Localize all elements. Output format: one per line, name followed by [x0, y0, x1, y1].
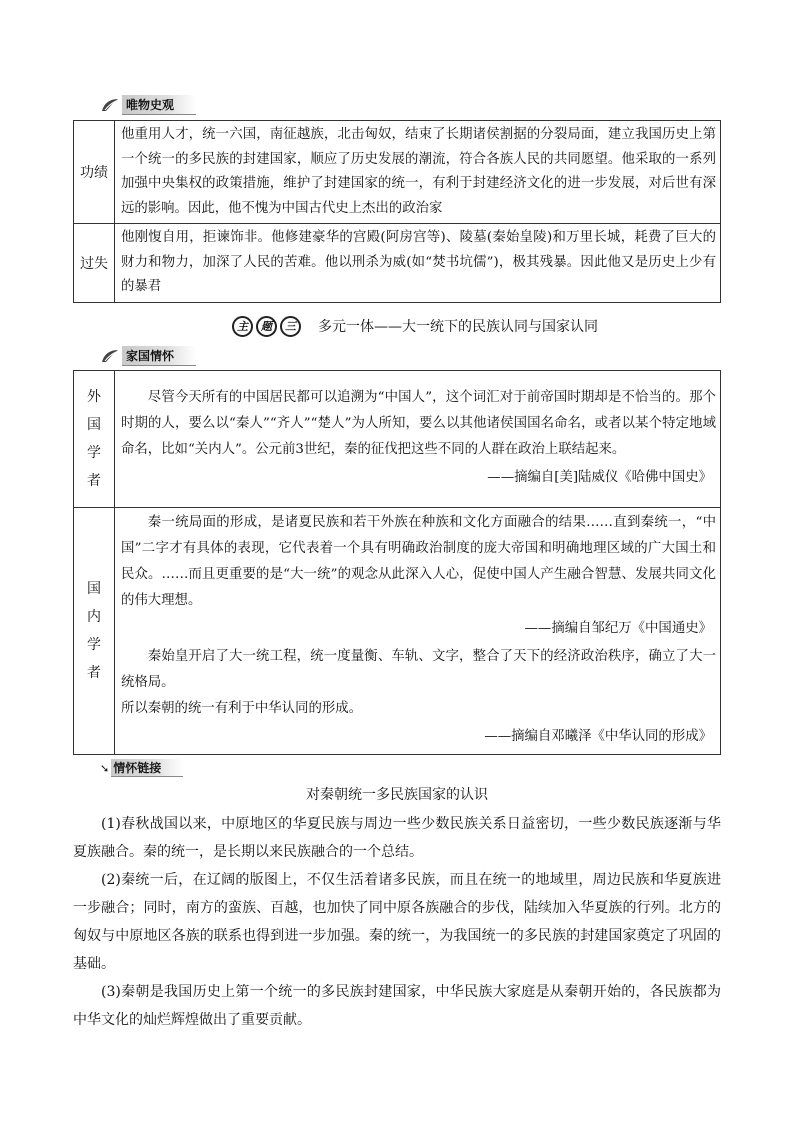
arrow-icon: ➘ [100, 761, 110, 775]
head-char: 内 [87, 609, 101, 625]
head-char: 学 [87, 637, 101, 653]
theme-badge [232, 316, 304, 337]
link-paragraphs [73, 810, 721, 1034]
section-tag-label: 唯物史观 [122, 95, 196, 115]
row-head-foreign [74, 371, 115, 508]
quote-text: 秦一统局面的形成，是诸夏民族和若干外族在种族和文化方面融合的结果……直到秦统一，“中国”二字才有具体的表现，它代表着一个具有明确政治制度的庞大帝国和明确地理区域的广大国土和民众。……而且更重要的是“大一统”的观念从此深入人心，促使中国人产生融合智慧、发展共同文化的伟大理想。 [121, 515, 716, 608]
foreign-quote [115, 371, 721, 508]
row-head-faults: 过失 [74, 224, 115, 303]
quote-text: 秦始皇开启了大一统工程，统一度量衡、车轨、文字，整合了天下的经济政治秩序，确立了大一统格局。 [121, 649, 716, 690]
quote-source: ——摘编自邓曦泽《中华认同的形成》 [484, 729, 712, 744]
section-tag-patriotism [100, 346, 196, 366]
theme-heading [232, 314, 598, 338]
paragraph: (3)秦朝是我国历史上第一个统一的多民族封建国家，中华民族大家庭是从秦朝开始的，各民族都为中华文化的灿烂辉煌做出了重要贡献。 [73, 984, 721, 1028]
link-tag-label: 情怀链接 [111, 759, 183, 777]
theme-title: 多元一体——大一统下的民族认同与国家认同 [318, 319, 598, 335]
badge-char: 题 [256, 316, 277, 337]
table-row-merits [74, 121, 721, 224]
head-char: 者 [87, 473, 101, 489]
scholars-table [73, 370, 721, 755]
leaf-icon [100, 348, 120, 364]
badge-char: 三 [280, 316, 301, 337]
link-tag [100, 759, 183, 777]
table-row-domestic [74, 508, 721, 755]
paragraph: (2)秦统一后，在辽阔的版图上，不仅生活着诸多民族，而且在统一的地域里，周边民族和华夏族进一步融合；同时，南方的蛮族、百越，也加快了同中原各族融合的步伐，陆续加入华夏族的行列。北方的匈奴与中原地区各族的联系也得到进一步加强。秦的统一，为我国统一的多民族的封建国家奠定了巩固的基础。 [73, 872, 721, 972]
quote-source: ——摘编自[美]陆威仪《哈佛中国史》 [487, 470, 712, 485]
head-char: 外 [87, 389, 101, 405]
head-char: 国 [87, 581, 101, 597]
row-head-merits: 功绩 [74, 121, 115, 224]
quote-text: 所以秦朝的统一有利于中华认同的形成。 [121, 701, 363, 716]
evaluation-table [73, 120, 721, 303]
row-head-domestic [74, 508, 115, 755]
quote-text: 尽管今天所有的中国居民都可以追溯为“中国人”，这个词汇对于前帝国时期却是不恰当的。那个时期的人，要么以“秦人”“齐人”“楚人”为人所知，要么以其他诸侯国国名命名，或者以某个特定地域命名，比如“关内人”。公元前3世纪，秦的征伐把这些不同的人群在政治上联结起来。 [121, 390, 716, 457]
link-title: 对秦朝统一多民族国家的认识 [306, 787, 488, 803]
head-char: 者 [87, 665, 101, 681]
badge-char: 主 [232, 316, 253, 337]
paragraph: (1)春秋战国以来，中原地区的华夏民族与周边一些少数民族关系日益密切，一些少数民族逐渐与华夏族融合。秦的统一，是长期以来民族融合的一个总结。 [73, 816, 721, 860]
leaf-icon [100, 97, 120, 113]
row-text-merits: 他重用人才，统一六国，南征越族，北击匈奴，结束了长期诸侯割据的分裂局面，建立我国历史上第一个统一的多民族的封建国家，顺应了历史发展的潮流，符合各族人民的共同愿望。他采取的一系列加强中央集权的政策措施，维护了封建国家的统一，有利于封建经济文化的进一步发展，对后世有深远的影响。因此，他不愧为中国古代史上杰出的政治家 [115, 121, 721, 224]
domestic-quote [115, 508, 721, 755]
quote-source: ——摘编自邹纪万《中国通史》 [524, 621, 712, 636]
row-text-faults: 他刚愎自用，拒谏饰非。他修建豪华的宫殿(阿房宫等)、陵墓(秦始皇陵)和万里长城，耗费了巨大的财力和物力，加深了人民的苦难。他以刑杀为威(如“焚书坑儒”)，极其残暴。因此他又是历史上少有的暴君 [115, 224, 721, 303]
table-row-faults [74, 224, 721, 303]
table-row-foreign [74, 371, 721, 508]
section-tag-materialism [100, 95, 196, 115]
section-tag-label: 家国情怀 [122, 346, 196, 366]
head-char: 学 [87, 445, 101, 461]
head-char: 国 [87, 417, 101, 433]
